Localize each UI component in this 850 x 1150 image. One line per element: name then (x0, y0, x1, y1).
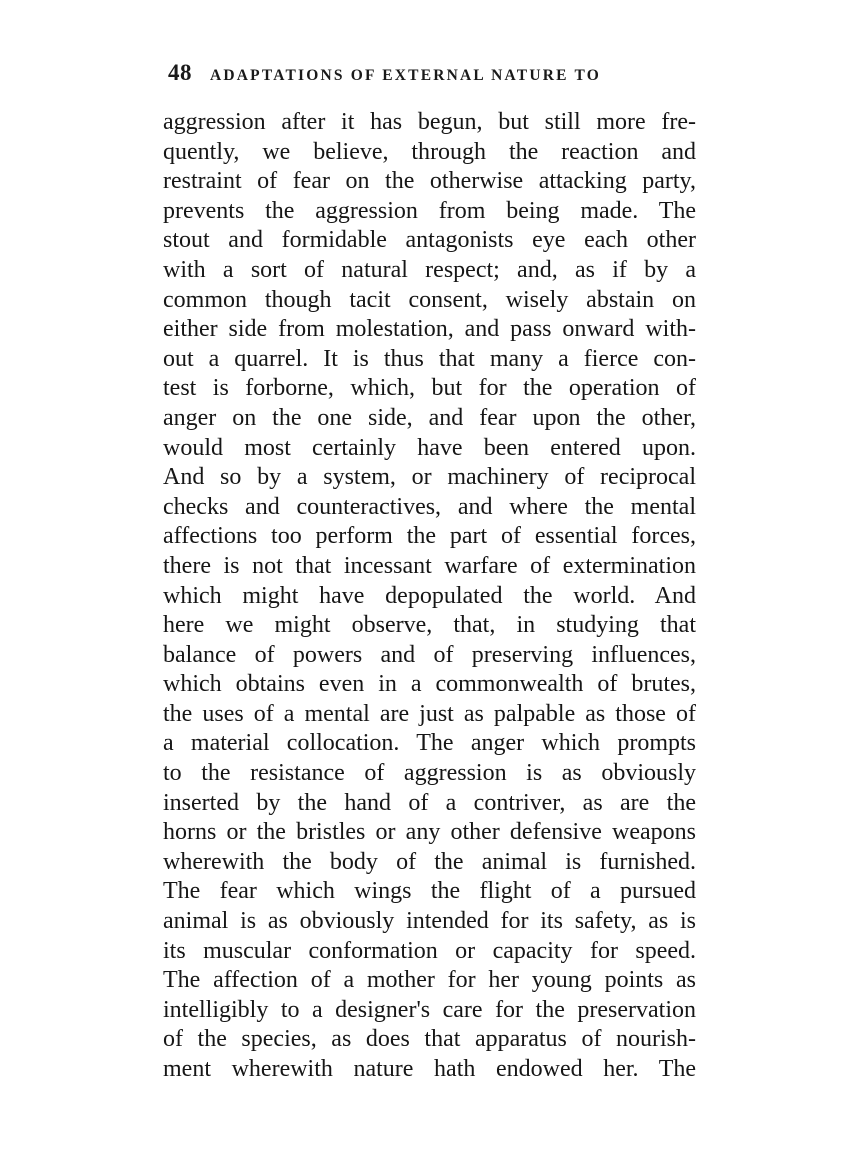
text-line: And so by a system, or machinery of reciprocal (163, 464, 696, 491)
text-line: The affection of a mother for her young points as (163, 967, 696, 994)
text-line: inserted by the hand of a contriver, as are the (163, 789, 696, 816)
text-line: the uses of a mental are just as palpable as those of (163, 700, 696, 727)
text-line: of the species, as does that apparatus of nourish- (163, 1026, 696, 1053)
text-line: stout and formidable antagonists eye each other (163, 227, 696, 254)
text-line: either side from molestation, and pass onward with- (163, 316, 696, 343)
text-line: aggression after it has begun, but still more fre- (163, 109, 696, 135)
text-line: checks and counteractives, and where the mental (163, 493, 696, 520)
text-line: horns or the bristles or any other defensive weapons (163, 819, 696, 846)
text-line: affections too perform the part of essential forces, (163, 523, 696, 550)
text-line: a material collocation. The anger which prompts (163, 730, 696, 757)
text-line: ment wherewith nature hath endowed her. The (163, 1056, 696, 1082)
running-head (168, 60, 698, 90)
text-line: which obtains even in a commonwealth of brutes, (163, 671, 696, 698)
text-line: which might have depopulated the world. And (163, 582, 696, 609)
text-line: animal is as obviously intended for its safety, as is (163, 908, 696, 935)
text-line: its muscular conformation or capacity for speed. (163, 937, 696, 964)
text-line: with a sort of natural respect; and, as if by a (163, 256, 696, 283)
text-line: balance of powers and of preserving influences, (163, 641, 696, 668)
text-line: common though tacit consent, wisely abstain on (163, 286, 696, 313)
text-line: would most certainly have been entered upon. (163, 434, 696, 461)
text-line: restraint of fear on the otherwise attacking party, (163, 168, 696, 195)
text-line: intelligibly to a designer's care for the preservation (163, 996, 696, 1023)
text-line: test is forborne, which, but for the operation of (163, 375, 696, 402)
text-line: wherewith the body of the animal is furnished. (163, 848, 696, 875)
text-line: anger on the one side, and fear upon the other, (163, 404, 696, 431)
page-number: 48 (168, 60, 192, 85)
running-title: ADAPTATIONS OF EXTERNAL NATURE TO (210, 67, 601, 84)
text-line: The fear which wings the flight of a pursued (163, 878, 696, 905)
text-line: prevents the aggression from being made. The (163, 197, 696, 224)
text-line: here we might observe, that, in studying that (163, 612, 696, 639)
text-line: to the resistance of aggression is as obviously (163, 760, 696, 787)
body-text (163, 108, 696, 1085)
text-line: quently, we believe, through the reaction and (163, 138, 696, 165)
text-line: out a quarrel. It is thus that many a fierce con- (163, 345, 696, 372)
text-line: there is not that incessant warfare of extermination (163, 552, 696, 579)
